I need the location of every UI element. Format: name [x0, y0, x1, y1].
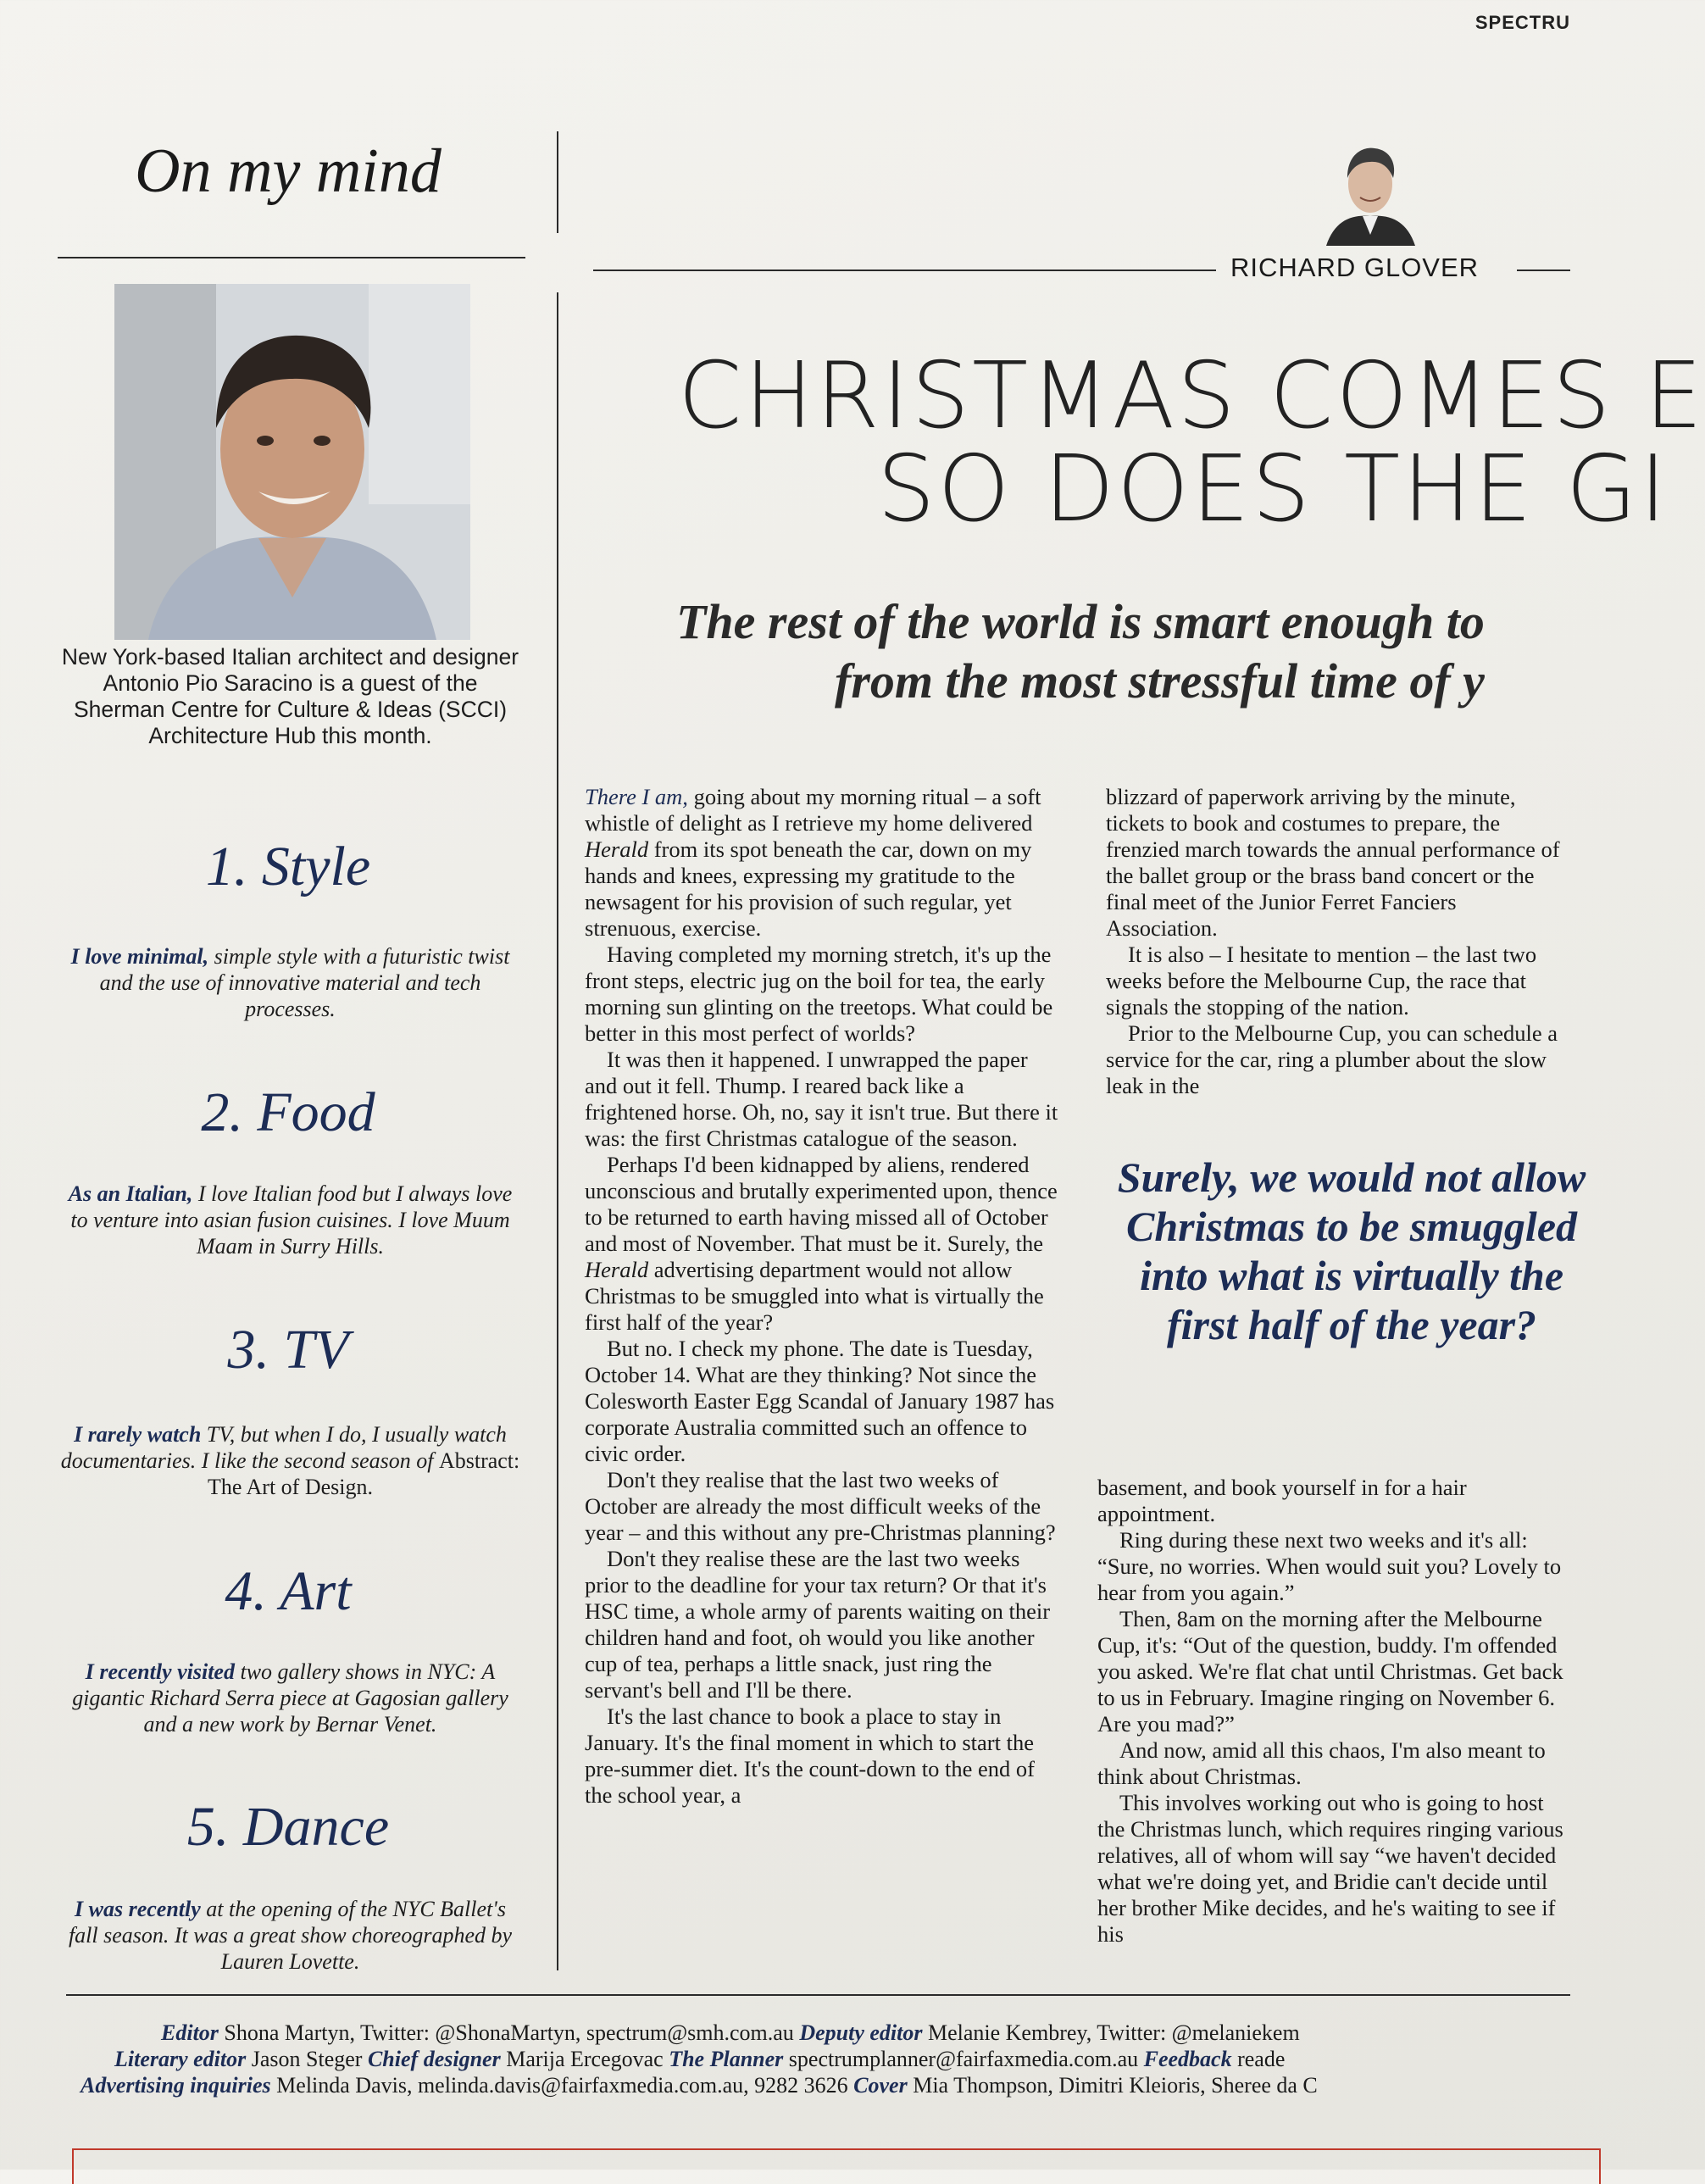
credit-text: Melinda Davis, melinda.davis@fairfaxmedia.com.au, 9282 3626 — [270, 2073, 854, 2098]
body-paragraph: And now, amid all this chaos, I'm also meant to think about Christmas. — [1097, 1737, 1546, 1789]
credit-text: Melanie Kembrey, Twitter: @melaniekem — [922, 2020, 1300, 2045]
footer-rule — [66, 1994, 1570, 1996]
body-paragraph: Having completed my morning stretch, it's up the front steps, electric jug on the boil for tea, the early morning sun glinting on the treetops. What could be better in this most perfect of worlds? — [585, 942, 1053, 1046]
body-paragraph: Don't they realise these are the last two weeks prior to the deadline for your tax return? Or that it's HSC time, a whole army of parents waiting on their children hand and foot, oh would you like another cup of tea, perhaps a little snack, just ring the servant's bell and I'll be there. — [585, 1546, 1051, 1703]
body-paragraph: blizzard of paperwork arriving by the minute, tickets to book and costumes to prepare, the frenzied march towards the annual performance of the ballet group or the brass band concert or the final meet of the Junior Ferret Fanciers Association. — [1106, 784, 1560, 941]
credits-line — [76, 2046, 1602, 2072]
author-photo — [1322, 140, 1419, 246]
portrait-photo — [114, 284, 470, 640]
sidebar-rule — [58, 257, 525, 258]
body-paragraph: Ring during these next two weeks and it's all: “Sure, no worries. When would suit you? Lovely to hear from you again.” — [1097, 1527, 1562, 1605]
paragraph-text: advertising department would not allow Christmas to be smuggled into what is virtually the first half of the year? — [585, 1257, 1044, 1335]
item-body-text: two gallery shows in NYC: A gigantic Richard Serra piece at Gagosian gallery and a new work by Bernar Venet. — [72, 1659, 508, 1737]
credit-role: Literary editor — [114, 2047, 247, 2071]
credit-role: Chief designer — [367, 2047, 501, 2071]
paragraph-text: going about my morning ritual – a soft whistle of delight as I retrieve my home delivered — [585, 784, 1041, 836]
byline-rule-left — [593, 270, 1216, 271]
body-column-1 — [585, 784, 1062, 1979]
standfirst-line-1: The rest of the world is smart enough to — [676, 594, 1485, 649]
item-heading-food: 2. Food — [201, 1081, 375, 1143]
body-paragraph: Don't they realise that the last two weeks of October are already the most difficult weeks of the year – and this without any pre-Christmas planning? — [585, 1467, 1056, 1545]
credit-role: Editor — [161, 2020, 219, 2045]
byline: RICHARD GLOVER — [1230, 253, 1480, 282]
advertisement-box — [72, 2148, 1601, 2184]
item-text-art — [59, 1659, 521, 1737]
credit-text: Marija Ercegovac — [500, 2047, 669, 2071]
credit-text: reade — [1231, 2047, 1286, 2071]
column-divider-vertical — [557, 292, 558, 1970]
body-column-2-bottom — [1097, 1475, 1570, 1979]
item-title-text: Abstract: The Art of Design. — [208, 1448, 520, 1499]
item-lead: I love minimal, — [70, 944, 209, 969]
item-lead: As an Italian, — [68, 1181, 193, 1206]
item-text-tv — [59, 1421, 521, 1500]
credit-role: The Planner — [669, 2047, 784, 2071]
credit-text: Mia Thompson, Dimitri Kleioris, Sheree da C — [907, 2073, 1318, 2098]
headline-line-1: CHRISTMAS COMES E — [678, 343, 1705, 449]
byline-rule-right — [1517, 270, 1570, 271]
item-body-text: simple style with a futuristic twist and the use of innovative material and tech processes. — [99, 944, 510, 1021]
credit-text: Jason Steger — [246, 2047, 368, 2071]
credits-line — [76, 2020, 1602, 2046]
credit-text: Shona Martyn, Twitter: @ShonaMartyn, spectrum@smh.com.au — [218, 2020, 800, 2045]
publication-name: Herald — [585, 836, 649, 862]
kicker: There I am, — [585, 784, 688, 809]
item-body-text: TV, but when I do, I usually watch documentaries. I like the second season of — [60, 1422, 507, 1473]
paragraph-text: Perhaps I'd been kidnapped by aliens, rendered unconscious and brutally experimented upon, thence to be returned to earth having missed all of October and most of November. That must be it. Surely, the — [585, 1152, 1058, 1256]
credits — [76, 2020, 1602, 2098]
body-paragraph: basement, and book yourself in for a hair appointment. — [1097, 1475, 1467, 1526]
item-heading-tv: 3. TV — [227, 1319, 349, 1381]
body-paragraph: This involves working out who is going to host the Christmas lunch, which requires ringing various relatives, all of whom will say “we haven't decided what we're doing yet, and Bridie can't decide until her brother Mike decides, and he's waiting to see if his — [1097, 1790, 1563, 1947]
headline-line-2: SO DOES THE GI — [877, 436, 1669, 542]
credits-line — [76, 2072, 1602, 2098]
bio-text: New York-based Italian architect and designer Antonio Pio Saracino is a guest of the Sherman Centre for Culture & Ideas (SCCI) Architecture Hub this month. — [61, 644, 519, 748]
body-paragraph: But no. I check my phone. The date is Tuesday, October 14. What are they thinking? Not since the Colesworth Easter Egg Scandal of January 1987 has corporate Australia committed such an offence to civic order. — [585, 1336, 1055, 1466]
body-paragraph: It is also – I hesitate to mention – the last two weeks before the Melbourne Cup, the race that signals the stopping of the nation. — [1106, 942, 1537, 1020]
item-lead: I was recently — [75, 1897, 201, 1921]
item-text-dance — [59, 1896, 521, 1975]
item-heading-dance: 5. Dance — [186, 1796, 390, 1858]
credit-text: spectrumplanner@fairfaxmedia.com.au — [783, 2047, 1144, 2071]
body-paragraph: Then, 8am on the morning after the Melbourne Cup, it's: “Out of the question, buddy. I'm offended you asked. We're flat chat until Christmas. Get back to us in February. Imagine ringing on November 6. Are you mad?” — [1097, 1606, 1563, 1737]
item-body-text: I love Italian food but I always love to venture into asian fusion cuisines. I love Muum Maam in Surry Hills. — [70, 1181, 513, 1259]
body-column-2-top — [1106, 784, 1570, 1102]
item-lead: I rarely watch — [74, 1422, 202, 1447]
item-text-food — [59, 1181, 521, 1259]
publication-name: Herald — [585, 1257, 649, 1282]
item-text-style — [59, 943, 521, 1022]
body-paragraph — [585, 1152, 1062, 1336]
body-paragraph — [585, 784, 1062, 942]
credit-role: Feedback — [1143, 2047, 1232, 2071]
paragraph-text: from its spot beneath the car, down on my hands and knees, expressing my gratitude to the newsagent for his provision of such regular, yet strenuous, exercise. — [585, 836, 1032, 941]
credit-role: Deputy editor — [799, 2020, 923, 2045]
body-paragraph: Prior to the Melbourne Cup, you can schedule a service for the car, ring a plumber about the slow leak in the — [1106, 1020, 1558, 1098]
sidebar-title: On my mind — [135, 136, 442, 206]
item-lead: I recently visited — [85, 1659, 235, 1684]
credit-role: Advertising inquiries — [81, 2073, 271, 2098]
body-paragraph: It's the last chance to book a place to stay in January. It's the final moment in which to start the pre-summer diet. It's the count-down to the end of the school year, a — [585, 1703, 1035, 1808]
pull-quote: Surely, we would not allow Christmas to be smuggled into what is virtually the first half of the year? — [1117, 1153, 1586, 1348]
body-paragraph: It was then it happened. I unwrapped the paper and out it fell. Thump. I reared back like a frightened horse. Oh, no, say it isn't true. But there it was: the first Christmas catalogue of the season. — [585, 1047, 1058, 1151]
item-heading-art: 4. Art — [225, 1560, 352, 1622]
top-divider-vertical — [557, 131, 558, 233]
standfirst-line-2: from the most stressful time of y — [835, 653, 1485, 709]
item-body-text: at the opening of the NYC Ballet's fall season. It was a great show choreographed by Lauren Lovette. — [68, 1897, 513, 1974]
section-tag: SPECTRU — [1475, 12, 1570, 33]
credit-role: Cover — [853, 2073, 908, 2098]
item-heading-style: 1. Style — [205, 836, 371, 897]
